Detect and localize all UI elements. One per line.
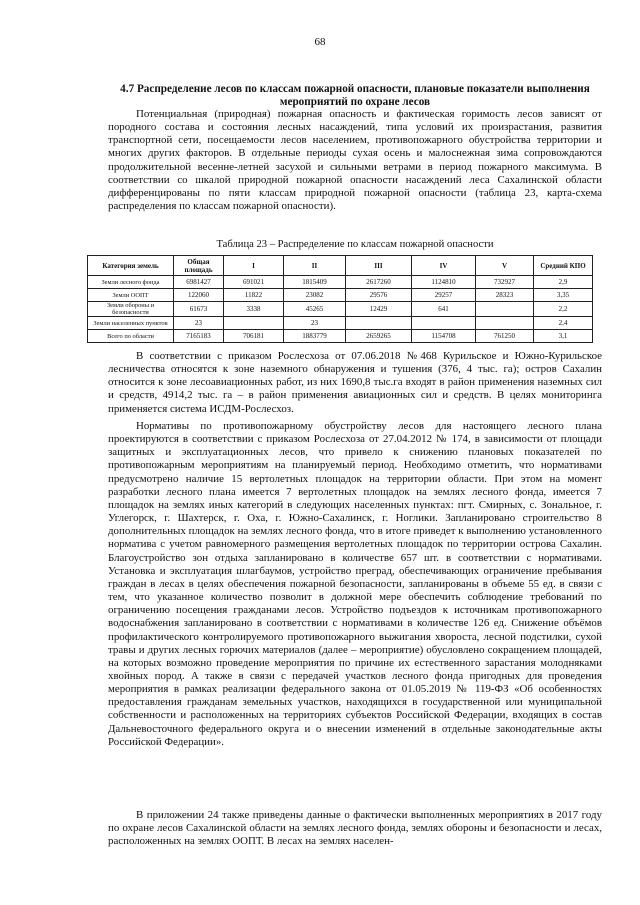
table-cell: 28323 xyxy=(476,289,534,302)
table-cell: 2,9 xyxy=(534,276,593,289)
table-header-row xyxy=(88,256,593,276)
table-cell: 2,4 xyxy=(534,317,593,330)
table-cell: 3338 xyxy=(224,302,284,317)
table-cell: 29257 xyxy=(412,289,476,302)
paragraph-intro xyxy=(108,108,602,213)
paragraph-text: В соответствии с приказом Рослесхоза от 07.06.2018 №468 Курильское и Южно-Курильское лесничества относятся к зоне наземного обнаружения и тушения (376, 4 тыс. га); остров Сахалин относится к зоне лесоавиационных работ, из них 1690,8 тыс.га входят в район применения наземных сил и средств, 4914,2 тыс. га – в район применения авиационных сил и средств. В целях мониторинга применяется система ИСДМ-Рослесхоз. xyxy=(108,350,602,415)
column-header: Общая площадь xyxy=(174,256,224,276)
table-cell: Земли ООПТ xyxy=(88,289,174,302)
table-cell xyxy=(224,317,284,330)
paragraph-appendix xyxy=(108,809,602,848)
table-cell: 7165183 xyxy=(174,330,224,343)
table-cell: 6981427 xyxy=(174,276,224,289)
column-header: V xyxy=(476,256,534,276)
table-row xyxy=(88,317,593,330)
table-cell: 1883779 xyxy=(284,330,346,343)
section-heading: 4.7 Распределение лесов по классам пожарной опасности, плановые показатели выполнения мероприятий по охране лесов xyxy=(120,83,590,108)
table-row xyxy=(88,289,593,302)
table-cell: 732927 xyxy=(476,276,534,289)
table-caption: Таблица 23 – Распределение по классам пожарной опасности xyxy=(216,239,494,250)
page-number: 68 xyxy=(314,36,326,48)
table-row xyxy=(88,302,593,317)
paragraph-text: В приложении 24 также приведены данные о фактически выполненных мероприятиях в 2017 году по охране лесов Сахалинской области на землях лесного фонда, землях обороны и безопасности и лесах, расположенных на землях ООПТ. В лесах на землях населен- xyxy=(108,809,602,848)
table-cell xyxy=(346,317,412,330)
table-cell: Земли обороны и безопасности xyxy=(88,302,174,317)
table-cell: 29576 xyxy=(346,289,412,302)
table-cell: 641 xyxy=(412,302,476,317)
table-row xyxy=(88,330,593,343)
paragraph-norms xyxy=(108,420,602,749)
column-header: Категория земель xyxy=(88,256,174,276)
table-cell: 23082 xyxy=(284,289,346,302)
table-cell: Земли населенных пунктов xyxy=(88,317,174,330)
table-cell: 2659265 xyxy=(346,330,412,343)
table-cell: 12429 xyxy=(346,302,412,317)
table-cell: 761250 xyxy=(476,330,534,343)
table-cell: 2617260 xyxy=(346,276,412,289)
table-cell: 11822 xyxy=(224,289,284,302)
table-cell: 706181 xyxy=(224,330,284,343)
table-cell xyxy=(476,317,534,330)
table-row xyxy=(88,276,593,289)
column-header: II xyxy=(284,256,346,276)
paragraph-zones xyxy=(108,350,602,416)
table-cell: 2,2 xyxy=(534,302,593,317)
table-cell xyxy=(412,317,476,330)
column-header: III xyxy=(346,256,412,276)
table-cell: 45265 xyxy=(284,302,346,317)
table-cell: 3,1 xyxy=(534,330,593,343)
column-header: IV xyxy=(412,256,476,276)
table-cell: 1154708 xyxy=(412,330,476,343)
table-cell: 3,35 xyxy=(534,289,593,302)
fire-class-table xyxy=(87,255,593,343)
table-cell xyxy=(476,302,534,317)
table-cell: 1124810 xyxy=(412,276,476,289)
column-header: Средний КПО xyxy=(534,256,593,276)
column-header: I xyxy=(224,256,284,276)
table-cell: Всего по области xyxy=(88,330,174,343)
table-cell: 23 xyxy=(174,317,224,330)
table-cell: Земли лесного фонда xyxy=(88,276,174,289)
table-cell: 23 xyxy=(284,317,346,330)
paragraph-text: Нормативы по противопожарному обустройству лесов для настоящего лесного плана проектируются в соответствии с приказом Рослесхоза от 27.04.2012 № 174, в зависимости от площади защитных и эксплуатационных лесов, что привело к снижению плановых показателей по противопожарным мероприятиям на планируемый период. Необходимо отметить, что нормативами предусмотрено наличие 15 вертолетных площадок на территории области. При этом на момент разработки лесного плана имеется 7 вертолетных площадок на землях лесного фонда, имеется 7 площадок на землях иных категорий в следующих населенных пунктах: пгт. Смирных, с. Зональное, г. Углегорск, г. Шахтерск, г. Оха, г. Южно-Сахалинск, г. Ноглики. Запланировано строительство 8 дополнительных площадок на землях лесного фонда, что в итоге приведет к выполнению установленного норматива с учетом равномерного размещения вертолетных площадок по территории острова Сахалин. Благоустройство зон отдыха запланировано в количестве 657 шт. в соответствии с нормативами. Установка и эксплуатация шлагбаумов, устройство преград, обеспечивающих ограничение пребывания граждан в лесах в целях обеспечения пожарной безопасности, запланированы в объеме 55 ед. в связи с тем, что указанное количество позволит в должной мере обеспечить соблюдение требований по ограничению посещения гражданами лесов. Устройство подъездов к источникам противопожарного водоснабжения запланировано в соответствии с нормативами в количестве 126 ед. Снижение объёмов профилактического контролируемого противопожарного выжигания хвороста, лесной подстилки, сухой травы и других лесных горючих материалов (далее – мероприятие) обусловлено сокращением площадей, на которых возможно проведение мероприятия по причине их естественного зарастания молодняками хвойных пород. А также в связи с передачей участков лесного фонда пригодных для проведения мероприятия в рамках реализации федерального закона от 01.05.2019 № 119-ФЗ «Об особенностях предоставления гражданам земельных участков, находящихся в государственной или муниципальной собственности и расположенных на территориях субъектов Российской Федерации, входящих в состав Дальневосточного федерального округа и о внесении изменений в отдельные законодательные акты Российской Федерации». xyxy=(108,420,602,748)
table-cell: 122060 xyxy=(174,289,224,302)
paragraph-text: Потенциальная (природная) пожарная опасность и фактическая горимость лесов зависят от породного состава и состояния лесных насаждений, типа условий их произрастания, развития транспортной сети, посещаемости лесов населением, противопожарного обустройства территории и многих других факторов. В отдельные периоды сухая осень и малоснежная зима сопровождаются продолжительной весенне-летней засухой и сильными ветрами в период пожарного максимума. В соответствии со шкалой природной пожарной опасности насаждений леса Сахалинской области дифференцированы по пяти классам природной пожарной опасности (таблица 23, карта-схема распределения по классам пожарной опасности). xyxy=(108,108,602,213)
table-cell: 1815409 xyxy=(284,276,346,289)
table-cell: 61673 xyxy=(174,302,224,317)
table-cell: 691021 xyxy=(224,276,284,289)
